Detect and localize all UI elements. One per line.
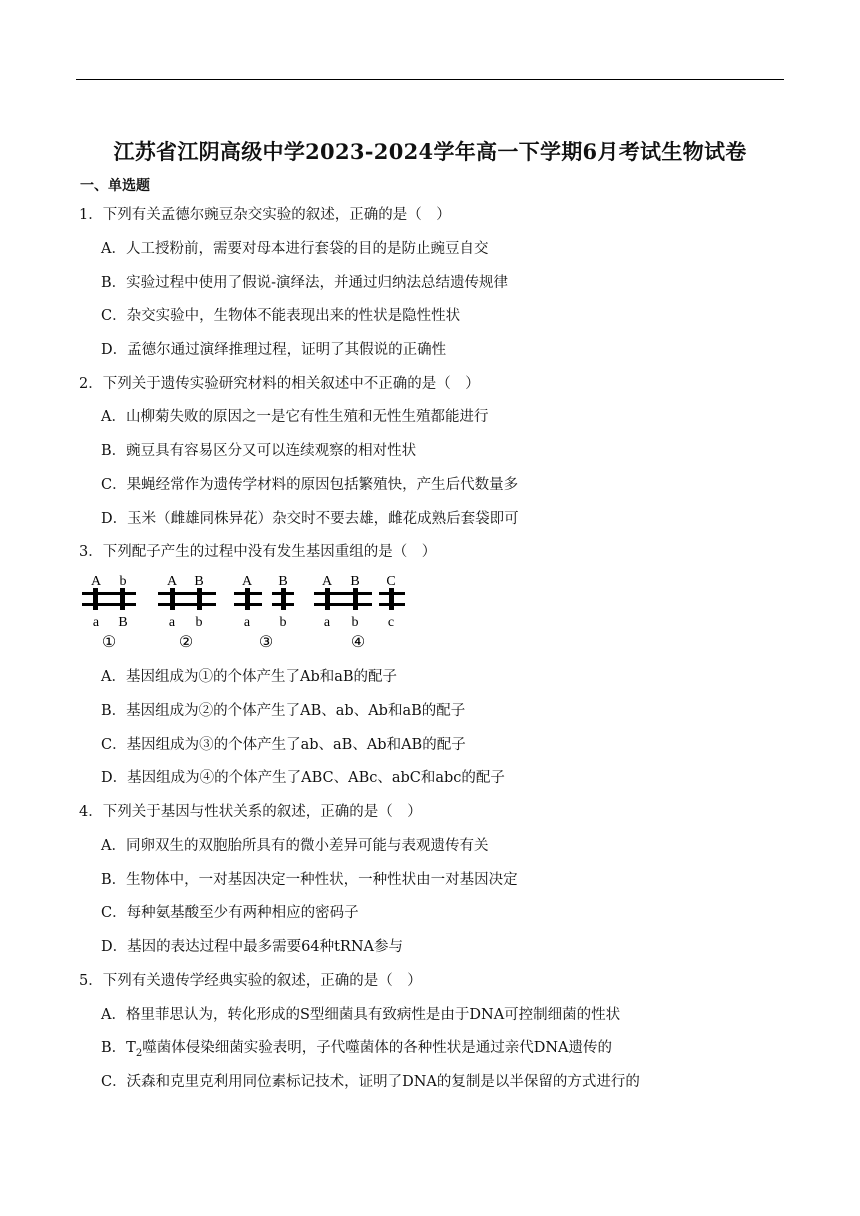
question-3-option-a[interactable]: A．基因组成为①的个体产生了Ab和aB的配子: [101, 669, 398, 685]
question-5-option-b[interactable]: [101, 1036, 612, 1059]
gene-label: B: [194, 574, 204, 589]
gene-label: a: [92, 615, 100, 630]
chromosome-pair-4: [314, 574, 405, 651]
chromosome-pair-3: [234, 574, 294, 651]
question-1-stem: 1．下列有关孟德尔豌豆杂交实验的叙述，正确的是（ ）: [79, 207, 451, 223]
question-3-option-b[interactable]: B．基因组成为②的个体产生了AB、ab、Ab和aB的配子: [101, 703, 466, 719]
gene-label: A: [241, 574, 253, 589]
gene-label: a: [243, 615, 251, 630]
question-1-option-c[interactable]: C．杂交实验中，生物体不能表现出来的性状是隐性性状: [101, 308, 461, 324]
question-1-option-b[interactable]: B．实验过程中使用了假说-演绎法，并通过归纳法总结遗传规律: [101, 275, 509, 291]
option-b-text: 噬菌体侵染细菌实验表明，子代噬菌体的各种性状是通过亲代DNA遗传的: [142, 1040, 612, 1056]
question-4-option-b[interactable]: B．生物体中，一对基因决定一种性状，一种性状由一对基因决定: [101, 872, 518, 888]
chromosome-pair-1: [82, 574, 136, 651]
question-2-option-d[interactable]: D．玉米（雌雄同株异花）杂交时不要去雄，雌花成熟后套袋即可: [101, 511, 519, 527]
diagram-number: ②: [178, 634, 194, 651]
gene-label: b: [195, 615, 203, 630]
question-5-option-a[interactable]: A．格里菲思认为，转化形成的S型细菌具有致病性是由于DNA可控制细菌的性状: [101, 1007, 621, 1023]
gene-label: a: [323, 615, 331, 630]
gene-label: C: [386, 574, 396, 589]
diagram-number: ③: [258, 634, 274, 651]
question-5-option-c[interactable]: C．沃森和克里克利用同位素标记技术，证明了DNA的复制是以半保留的方式进行的: [101, 1074, 640, 1090]
gene-label: a: [168, 615, 176, 630]
gene-label: A: [90, 574, 102, 589]
chromosome-diagram: [76, 568, 416, 652]
gene-label: B: [350, 574, 360, 589]
question-2-stem: 2．下列关于遗传实验研究材料的相关叙述中不正确的是（ ）: [79, 376, 480, 392]
gene-label: B: [118, 615, 128, 630]
question-4-option-d[interactable]: D．基因的表达过程中最多需要64种tRNA参与: [101, 939, 403, 955]
option-b-prefix: B．T: [101, 1040, 136, 1056]
gene-label: b: [351, 615, 359, 630]
question-4-option-a[interactable]: A．同卵双生的双胞胎所具有的微小差异可能与表观遗传有关: [101, 838, 489, 854]
gene-label: B: [278, 574, 288, 589]
question-5-stem: 5．下列有关遗传学经典实验的叙述，正确的是（ ）: [79, 973, 422, 989]
header-rule: [76, 79, 784, 80]
diagram-number: ①: [101, 634, 117, 651]
diagram-number: ④: [350, 634, 366, 651]
question-4-option-c[interactable]: C．每种氨基酸至少有两种相应的密码子: [101, 905, 359, 921]
gene-label: c: [387, 615, 395, 630]
question-2-option-b[interactable]: B．豌豆具有容易区分又可以连续观察的相对性状: [101, 443, 417, 459]
question-1-option-a[interactable]: A．人工授粉前，需要对母本进行套袋的目的是防止豌豆自交: [101, 241, 489, 257]
question-2-option-c[interactable]: C．果蝇经常作为遗传学材料的原因包括繁殖快，产生后代数量多: [101, 477, 519, 493]
question-3-option-c[interactable]: C．基因组成为③的个体产生了ab、aB、Ab和AB的配子: [101, 737, 466, 753]
gene-label: b: [279, 615, 287, 630]
question-3-stem: 3．下列配子产生的过程中没有发生基因重组的是（ ）: [79, 544, 437, 560]
gene-label: A: [321, 574, 333, 589]
question-1-option-d[interactable]: D．孟德尔通过演绎推理过程，证明了其假说的正确性: [101, 342, 447, 358]
subscript-2: 2: [135, 1047, 143, 1059]
question-4-stem: 4．下列关于基因与性状关系的叙述，正确的是（ ）: [79, 804, 422, 820]
question-3-option-d[interactable]: D．基因组成为④的个体产生了ABC、ABc、abC和abc的配子: [101, 770, 505, 786]
gene-label: A: [166, 574, 178, 589]
gene-label: b: [119, 574, 127, 589]
document-title: 江苏省江阴高级中学2023-2024学年高一下学期6月考试生物试卷: [113, 139, 747, 164]
question-2-option-a[interactable]: A．山柳菊失败的原因之一是它有性生殖和无性生殖都能进行: [101, 409, 489, 425]
chromosome-pair-2: [158, 574, 216, 651]
section-heading: 一、单选题: [80, 178, 150, 194]
